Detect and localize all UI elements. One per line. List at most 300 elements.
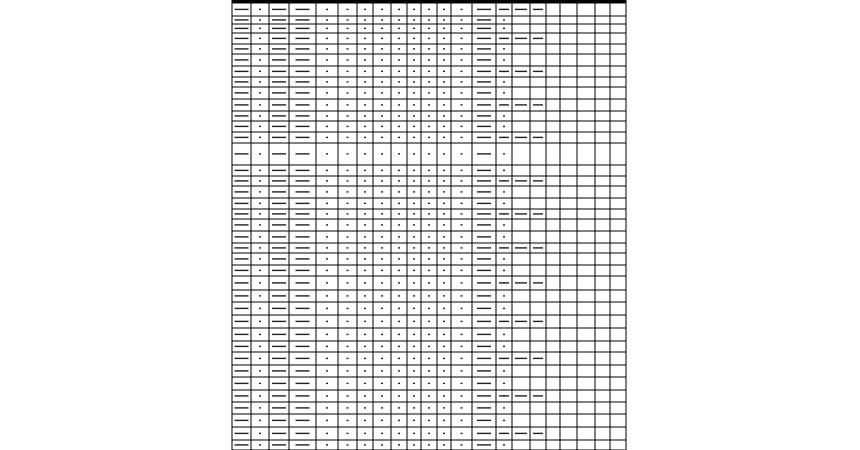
cell-content (413, 224, 415, 225)
cell-content (503, 407, 505, 408)
cell-content (428, 71, 430, 72)
cell-content (296, 92, 310, 93)
cell-content (428, 180, 430, 181)
cell-content (326, 308, 328, 309)
cell-content (259, 59, 261, 60)
cell-content (259, 115, 261, 116)
cell-content (398, 346, 400, 347)
cell-content (443, 38, 445, 39)
cell-content (364, 433, 366, 434)
cell-content (428, 48, 430, 49)
cell-content (235, 115, 249, 116)
cell-content (503, 370, 505, 371)
cell-content (364, 81, 366, 82)
cell-content (515, 104, 527, 105)
cell-content (428, 9, 430, 10)
cell-content (477, 321, 491, 322)
cell-content (326, 370, 328, 371)
cell-content (461, 370, 463, 371)
cell-content (296, 71, 310, 72)
cell-content (347, 270, 349, 271)
cell-content (461, 433, 463, 434)
cell-content (381, 19, 383, 20)
cell-content (461, 247, 463, 248)
cell-content (381, 407, 383, 408)
cell-content (499, 137, 509, 138)
cell-content (259, 71, 261, 72)
cell-content (477, 38, 491, 39)
cell-content (533, 9, 543, 10)
cell-content (272, 9, 286, 10)
cell-content (477, 126, 491, 127)
cell-content (326, 71, 328, 72)
cell-content (259, 104, 261, 105)
cell-content (272, 370, 286, 371)
cell-content (443, 126, 445, 127)
cell-content (259, 420, 261, 421)
cell-content (347, 282, 349, 283)
cell-content (461, 295, 463, 296)
cell-content (347, 224, 349, 225)
cell-content (503, 28, 505, 29)
cell-content (326, 9, 328, 10)
cell-content (381, 137, 383, 138)
cell-content (272, 92, 286, 93)
cell-content (499, 213, 509, 214)
cell-content (477, 334, 491, 335)
cell-content (503, 115, 505, 116)
cell-content (347, 71, 349, 72)
cell-content (326, 180, 328, 181)
cell-content (381, 247, 383, 248)
cell-content (235, 137, 249, 138)
cell-content (443, 137, 445, 138)
cell-content (259, 308, 261, 309)
cell-content (398, 104, 400, 105)
cell-content (296, 191, 310, 192)
cell-content (413, 383, 415, 384)
cell-content (364, 270, 366, 271)
cell-content (381, 282, 383, 283)
cell-content (428, 213, 430, 214)
cell-content (398, 115, 400, 116)
cell-content (364, 137, 366, 138)
cell-content (477, 270, 491, 271)
cell-content (413, 19, 415, 20)
cell-content (443, 236, 445, 237)
cell-content (364, 71, 366, 72)
cell-content (364, 153, 366, 154)
cell-content (398, 383, 400, 384)
cell-content (326, 383, 328, 384)
cell-content (326, 395, 328, 396)
cell-content (381, 38, 383, 39)
cell-content (235, 321, 249, 322)
cell-content (533, 282, 543, 283)
cell-content (428, 92, 430, 93)
cell-content (326, 137, 328, 138)
cell-content (296, 295, 310, 296)
cell-content (533, 104, 543, 105)
cell-content (347, 137, 349, 138)
cell-content (326, 270, 328, 271)
cell-content (398, 92, 400, 93)
cell-content (235, 444, 249, 445)
cell-content (477, 258, 491, 259)
cell-content (398, 9, 400, 10)
cell-content (364, 191, 366, 192)
cell-content (364, 115, 366, 116)
cell-content (272, 334, 286, 335)
cell-content (347, 236, 349, 237)
cell-content (235, 282, 249, 283)
cell-content (398, 191, 400, 192)
cell-content (381, 92, 383, 93)
cell-content (364, 48, 366, 49)
cell-content (296, 126, 310, 127)
cell-content (364, 395, 366, 396)
cell-content (398, 407, 400, 408)
cell-content (428, 59, 430, 60)
cell-content (461, 191, 463, 192)
cell-content (326, 153, 328, 154)
cell-content (515, 71, 527, 72)
cell-content (259, 153, 261, 154)
cell-content (477, 444, 491, 445)
cell-content (235, 407, 249, 408)
cell-content (296, 180, 310, 181)
cell-content (326, 358, 328, 359)
cell-content (272, 191, 286, 192)
cell-content (413, 59, 415, 60)
cell-content (533, 71, 543, 72)
cell-content (503, 334, 505, 335)
cell-content (515, 358, 527, 359)
cell-content (326, 247, 328, 248)
cell-content (413, 191, 415, 192)
cell-content (398, 153, 400, 154)
cell-content (428, 19, 430, 20)
cell-content (272, 395, 286, 396)
cell-content (326, 38, 328, 39)
cell-content (398, 203, 400, 204)
cell-content (364, 383, 366, 384)
cell-content (503, 224, 505, 225)
cell-content (413, 115, 415, 116)
cell-content (477, 104, 491, 105)
cell-content (499, 282, 509, 283)
cell-content (428, 104, 430, 105)
cell-content (398, 59, 400, 60)
cell-content (413, 444, 415, 445)
cell-content (347, 19, 349, 20)
cell-content (443, 383, 445, 384)
cell-content (477, 191, 491, 192)
cell-content (259, 270, 261, 271)
cell-content (364, 9, 366, 10)
cell-content (235, 126, 249, 127)
cell-content (272, 444, 286, 445)
cell-content (381, 236, 383, 237)
cell-content (503, 295, 505, 296)
cell-content (259, 370, 261, 371)
cell-content (398, 295, 400, 296)
cell-content (477, 247, 491, 248)
cell-content (398, 395, 400, 396)
cell-content (428, 258, 430, 259)
cell-content (477, 180, 491, 181)
cell-content (235, 224, 249, 225)
cell-content (381, 203, 383, 204)
cell-content (477, 213, 491, 214)
cell-content (364, 236, 366, 237)
cell-content (259, 247, 261, 248)
cell-content (413, 346, 415, 347)
cell-content (515, 180, 527, 181)
cell-content (381, 383, 383, 384)
cell-content (477, 395, 491, 396)
cell-content (515, 282, 527, 283)
cell-content (398, 137, 400, 138)
cell-content (347, 258, 349, 259)
cell-content (413, 270, 415, 271)
cell-content (398, 444, 400, 445)
cell-content (347, 346, 349, 347)
cell-content (499, 358, 509, 359)
cell-content (235, 358, 249, 359)
cell-content (428, 383, 430, 384)
cell-content (499, 71, 509, 72)
cell-content (296, 270, 310, 271)
cell-content (381, 28, 383, 29)
cell-content (235, 295, 249, 296)
cell-content (443, 19, 445, 20)
cell-content (381, 115, 383, 116)
cell-content (503, 59, 505, 60)
cell-content (398, 48, 400, 49)
cell-content (533, 213, 543, 214)
cell-content (533, 433, 543, 434)
cell-content (398, 71, 400, 72)
cell-content (443, 180, 445, 181)
cell-content (381, 81, 383, 82)
cell-content (259, 48, 261, 49)
cell-content (364, 28, 366, 29)
cell-content (428, 334, 430, 335)
cell-content (428, 282, 430, 283)
cell-content (398, 358, 400, 359)
cell-content (413, 308, 415, 309)
cell-content (347, 38, 349, 39)
cell-content (259, 203, 261, 204)
cell-content (477, 433, 491, 434)
cell-content (461, 282, 463, 283)
cell-content (326, 203, 328, 204)
cell-content (364, 19, 366, 20)
cell-content (381, 104, 383, 105)
cell-content (477, 9, 491, 10)
cell-content (461, 346, 463, 347)
cell-content (461, 48, 463, 49)
cell-content (428, 247, 430, 248)
cell-content (499, 321, 509, 322)
cell-content (326, 19, 328, 20)
cell-content (461, 383, 463, 384)
cell-content (477, 92, 491, 93)
cell-content (235, 28, 249, 29)
cell-content (296, 28, 310, 29)
cell-content (296, 370, 310, 371)
cell-content (443, 224, 445, 225)
cell-content (443, 203, 445, 204)
cell-content (235, 270, 249, 271)
cell-content (347, 295, 349, 296)
cell-content (477, 295, 491, 296)
cell-content (398, 19, 400, 20)
cell-content (413, 282, 415, 283)
cell-content (272, 104, 286, 105)
cell-content (428, 370, 430, 371)
cell-content (347, 126, 349, 127)
cell-content (347, 395, 349, 396)
cell-content (326, 92, 328, 93)
cell-content (259, 236, 261, 237)
cell-content (443, 346, 445, 347)
cell-content (443, 191, 445, 192)
cell-content (381, 9, 383, 10)
cell-content (381, 321, 383, 322)
cell-content (364, 247, 366, 248)
cell-content (296, 395, 310, 396)
cell-content (259, 358, 261, 359)
cell-content (477, 203, 491, 204)
cell-content (428, 28, 430, 29)
cell-content (413, 395, 415, 396)
cell-content (443, 115, 445, 116)
cell-content (235, 334, 249, 335)
cell-content (428, 170, 430, 171)
cell-content (503, 444, 505, 445)
cell-content (428, 270, 430, 271)
cell-content (503, 191, 505, 192)
cell-content (326, 59, 328, 60)
cell-content (272, 59, 286, 60)
cell-content (347, 383, 349, 384)
cell-content (326, 236, 328, 237)
cell-content (347, 247, 349, 248)
cell-content (398, 236, 400, 237)
cell-content (398, 270, 400, 271)
cell-content (443, 104, 445, 105)
cell-content (428, 115, 430, 116)
cell-content (364, 282, 366, 283)
cell-content (413, 420, 415, 421)
cell-content (235, 9, 249, 10)
cell-content (259, 282, 261, 283)
cell-content (296, 59, 310, 60)
cell-content (461, 224, 463, 225)
cell-content (477, 115, 491, 116)
cell-content (364, 407, 366, 408)
cell-content (461, 258, 463, 259)
cell-content (477, 370, 491, 371)
cell-content (347, 334, 349, 335)
cell-content (477, 420, 491, 421)
cell-content (477, 407, 491, 408)
cell-content (235, 308, 249, 309)
cell-content (259, 9, 261, 10)
cell-content (443, 153, 445, 154)
cell-content (259, 258, 261, 259)
cell-content (398, 170, 400, 171)
cell-content (296, 104, 310, 105)
cell-content (443, 370, 445, 371)
cell-content (443, 321, 445, 322)
cell-content (477, 308, 491, 309)
cell-content (477, 282, 491, 283)
cell-content (347, 28, 349, 29)
cell-content (272, 433, 286, 434)
cell-content (381, 334, 383, 335)
cell-content (443, 308, 445, 309)
cell-content (381, 71, 383, 72)
cell-content (461, 270, 463, 271)
cell-content (381, 270, 383, 271)
cell-content (381, 258, 383, 259)
cell-content (364, 180, 366, 181)
cell-content (272, 346, 286, 347)
cell-content (398, 224, 400, 225)
cell-content (515, 433, 527, 434)
cell-content (364, 346, 366, 347)
cell-content (259, 137, 261, 138)
cell-content (347, 407, 349, 408)
cell-content (235, 180, 249, 181)
cell-content (326, 81, 328, 82)
cell-content (381, 126, 383, 127)
cell-content (381, 180, 383, 181)
cell-content (413, 358, 415, 359)
cell-content (413, 81, 415, 82)
cell-content (381, 191, 383, 192)
cell-content (235, 213, 249, 214)
cell-content (413, 71, 415, 72)
cell-content (461, 334, 463, 335)
cell-content (413, 153, 415, 154)
cell-content (428, 81, 430, 82)
cell-content (347, 170, 349, 171)
cell-content (461, 153, 463, 154)
cell-content (259, 191, 261, 192)
cell-content (296, 213, 310, 214)
cell-content (461, 19, 463, 20)
cell-content (477, 358, 491, 359)
cell-content (296, 258, 310, 259)
cell-content (428, 308, 430, 309)
cell-content (364, 444, 366, 445)
cell-content (461, 115, 463, 116)
cell-content (477, 170, 491, 171)
cell-content (364, 420, 366, 421)
cell-content (461, 92, 463, 93)
cell-content (533, 395, 543, 396)
cell-content (296, 420, 310, 421)
cell-content (503, 170, 505, 171)
cell-content (428, 395, 430, 396)
cell-content (347, 213, 349, 214)
cell-content (347, 203, 349, 204)
cell-content (499, 433, 509, 434)
